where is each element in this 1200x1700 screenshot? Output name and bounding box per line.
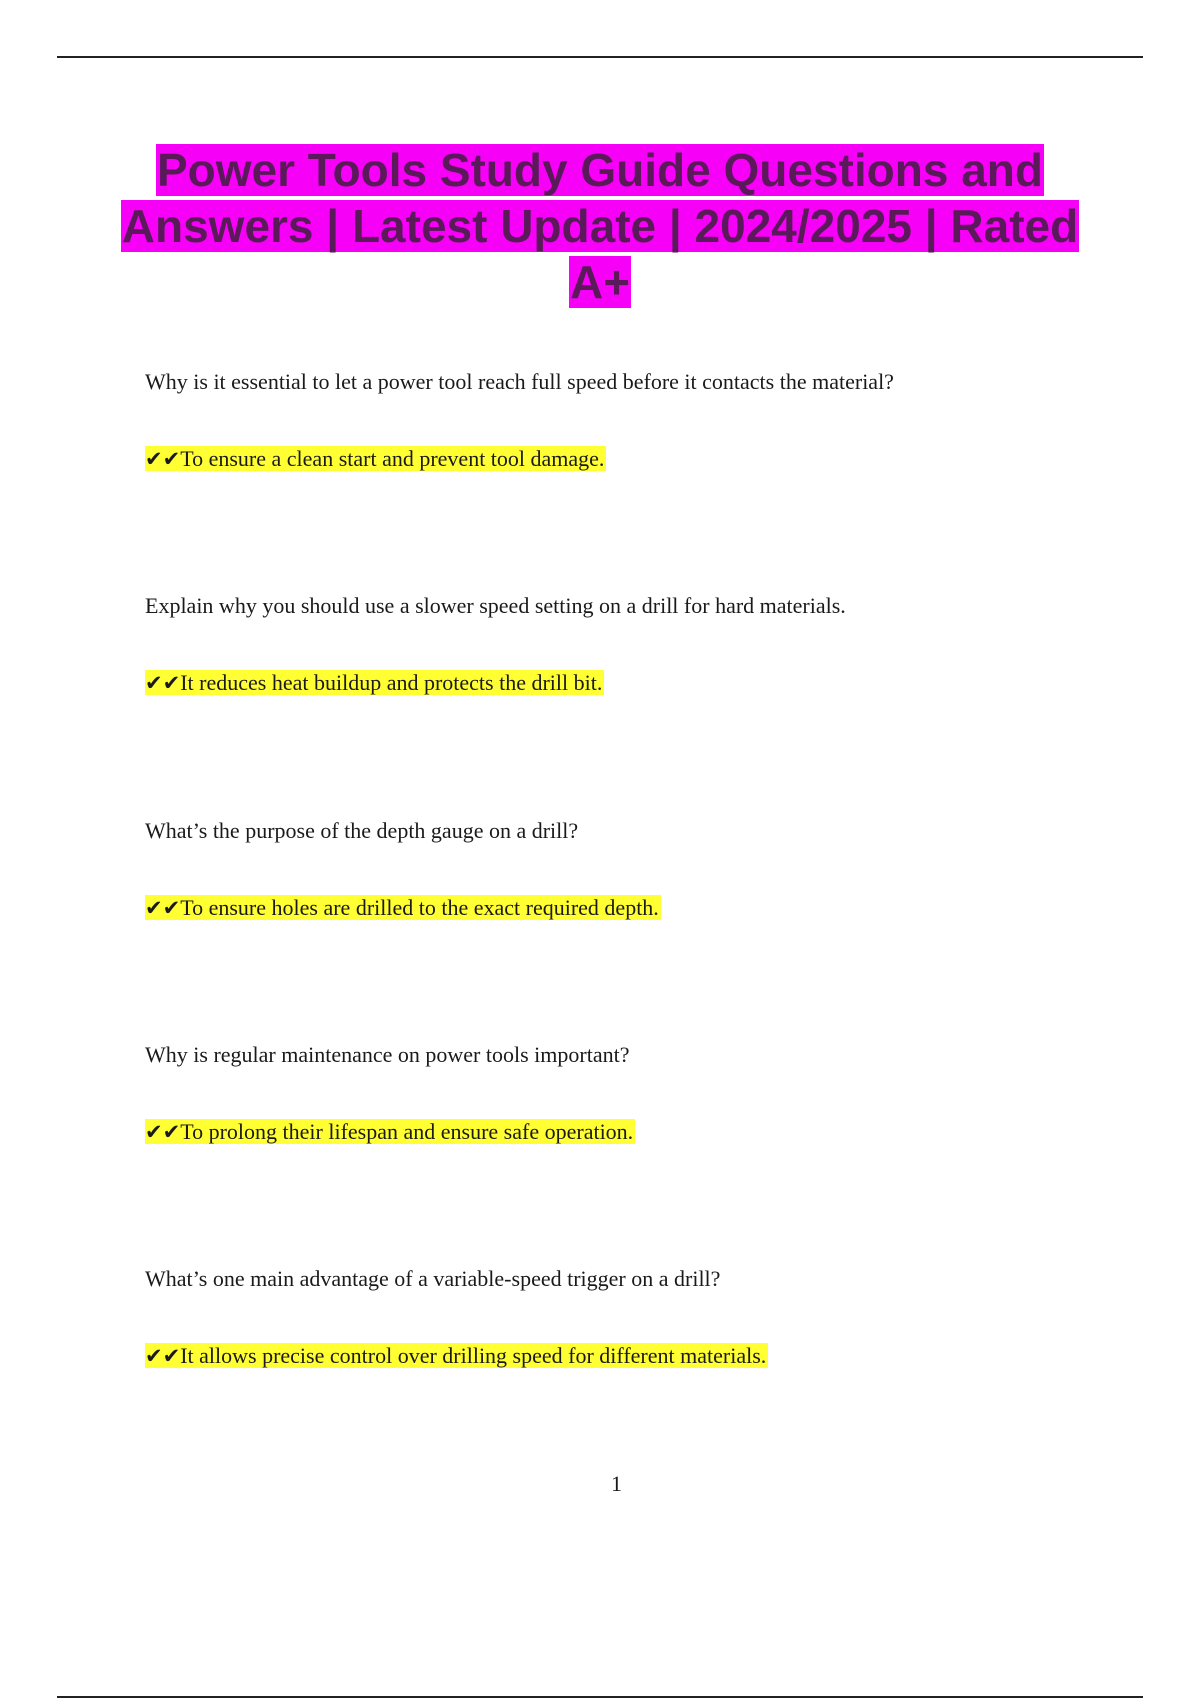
check-mark-icon: ✔✔ <box>145 896 181 920</box>
answer-label: It reduces heat buildup and protects the drill bit. <box>180 670 603 695</box>
document-title <box>100 142 1100 310</box>
question-text: Why is it essential to let a power tool reach full speed before it contacts the material? <box>145 369 894 394</box>
question-text: What’s the purpose of the depth gauge on a drill? <box>145 818 579 843</box>
check-mark-icon: ✔✔ <box>145 671 181 695</box>
title-highlight: Power Tools Study Guide Questions and Answers | Latest Update | 2024/2025 | Rated A+ <box>121 144 1079 308</box>
answer-label: To ensure holes are drilled to the exact required depth. <box>180 895 659 920</box>
footer-rule <box>57 1696 1143 1698</box>
header-rule <box>57 56 1143 58</box>
answer-label: It allows precise control over drilling speed for different materials. <box>180 1343 767 1368</box>
answer-text <box>145 1340 768 1372</box>
check-mark-icon: ✔✔ <box>145 1120 181 1144</box>
answer-label: To prolong their lifespan and ensure safe operation. <box>180 1119 634 1144</box>
page-number: 1 <box>611 1471 622 1496</box>
answer-text <box>145 667 604 699</box>
answer-label: To ensure a clean start and prevent tool damage. <box>180 446 605 471</box>
check-mark-icon: ✔✔ <box>145 1344 181 1368</box>
question-text: Explain why you should use a slower speed setting on a drill for hard materials. <box>145 593 846 618</box>
answer-text <box>145 443 606 475</box>
question-text: Why is regular maintenance on power tools important? <box>145 1042 630 1067</box>
question-text: What’s one main advantage of a variable-speed trigger on a drill? <box>145 1266 721 1291</box>
answer-text <box>145 892 661 924</box>
answer-text <box>145 1116 635 1148</box>
check-mark-icon: ✔✔ <box>145 447 181 471</box>
